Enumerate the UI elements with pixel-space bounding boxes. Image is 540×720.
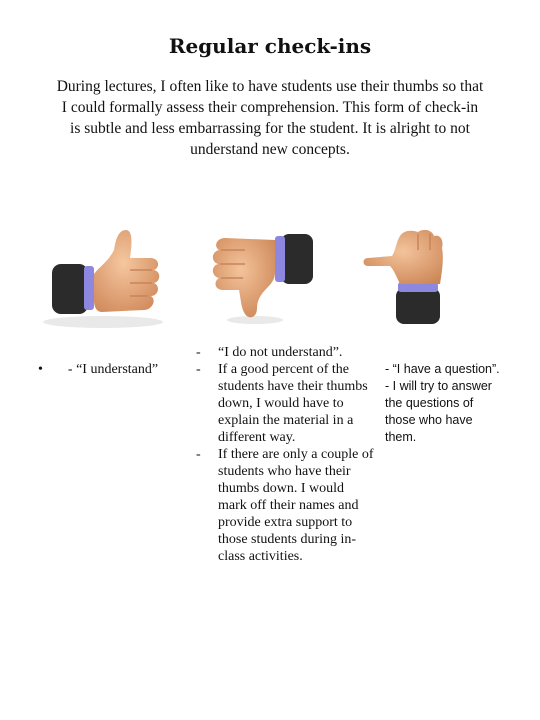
list-item-text: If there are only a couple of students who have their thumbs down. I would mark off their names and provide extra support to those students during in-class activities.: [218, 447, 374, 564]
list-item-text: “I do not understand”.: [218, 345, 343, 360]
thumb-sideways-icon: [360, 226, 470, 330]
thumbs-down-icon: [205, 228, 323, 328]
dash: -: [196, 362, 201, 377]
question-line: them.: [385, 430, 417, 444]
list-item-text: If a good percent of the students have their thumbs down, I would have to explain the material in a different way.: [218, 362, 368, 445]
list-item: [196, 446, 376, 565]
question-line: - I will try to answer: [385, 379, 492, 393]
understand-caption: [38, 361, 198, 378]
thumbs-up-icon: [38, 222, 168, 334]
understand-text: - “I understand”: [67, 362, 159, 377]
question-line: - “I have a question”.: [385, 362, 500, 376]
list-item: [196, 361, 376, 446]
intro-paragraph: During lectures, I often like to have students use their thumbs so that I could formally assess their comprehension. This form of check-in is subtle and less embarrassing for the student. It is alright to not understand new concepts.: [56, 78, 484, 158]
page-title: Regular check-ins: [168, 34, 372, 58]
bullet: •: [38, 362, 43, 377]
dash: -: [196, 345, 201, 360]
question-caption: [385, 361, 525, 446]
question-line: the questions of: [385, 396, 474, 410]
dash: -: [196, 447, 201, 462]
list-item: [196, 344, 376, 361]
question-line: those who have: [385, 413, 473, 427]
do-not-understand-list: [196, 344, 376, 565]
